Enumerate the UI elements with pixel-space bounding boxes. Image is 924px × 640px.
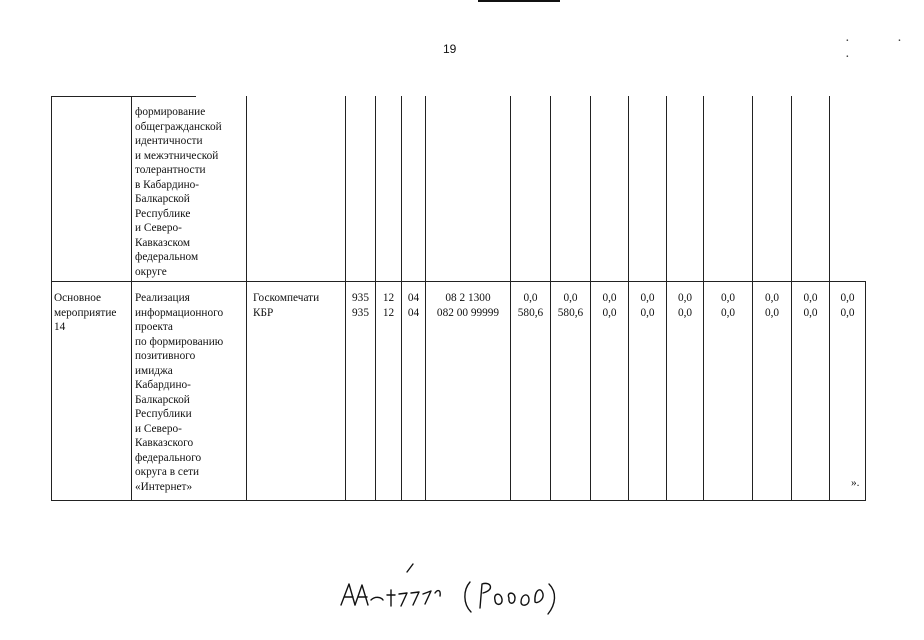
column-border bbox=[51, 96, 52, 501]
column-border bbox=[865, 281, 866, 501]
csr-cell: 08 2 1300 082 00 99999 bbox=[436, 292, 500, 319]
handwritten-signature bbox=[335, 560, 565, 630]
row-separator bbox=[51, 96, 196, 97]
page-number: 19 bbox=[443, 42, 457, 56]
pr-cell: 04 04 bbox=[407, 292, 420, 319]
row-separator bbox=[51, 281, 866, 282]
budget-table bbox=[51, 96, 866, 501]
year-value-cell: 0,0 0,0 bbox=[640, 292, 655, 319]
year-value-cell: 0,0 0,0 bbox=[840, 292, 855, 319]
rz-cell: 12 12 bbox=[382, 292, 395, 319]
event-name-cell: Реализация информационного проекта по формированию позитивного имиджа Кабардино- Балкарской Республики и Северо- Кавказского федерального округа в сети «Интернет» bbox=[135, 292, 224, 493]
top-edge-line bbox=[478, 0, 560, 2]
year-value-cell: 0,0 0,0 bbox=[602, 292, 617, 319]
grbs-cell: 935 935 bbox=[352, 292, 369, 319]
continuation-name-cell: формирование общегражданской идентичности и межэтнической толерантности в Кабардино- Балкарской Республике и Северо- Кавказском федеральном округе bbox=[135, 106, 222, 278]
executor-cell: Госкомпечати КБР bbox=[253, 292, 320, 319]
year-value-cell: 0,0 0,0 bbox=[764, 292, 780, 319]
year-value-cell: 0,0 580,6 bbox=[517, 292, 544, 319]
year-value-cell: 0,0 580,6 bbox=[557, 292, 584, 319]
scan-specks: · · · bbox=[845, 34, 924, 65]
year-value-cell: 0,0 0,0 bbox=[720, 292, 736, 319]
year-value-cell: 0,0 0,0 bbox=[803, 292, 818, 319]
closing-quote-mark: ». bbox=[851, 477, 860, 489]
status-cell: Основное мероприятие 14 bbox=[54, 292, 117, 333]
column-border bbox=[246, 96, 247, 501]
year-value-cell: 0,0 0,0 bbox=[677, 292, 693, 319]
column-border bbox=[131, 96, 132, 501]
table-bottom-border bbox=[51, 500, 866, 501]
